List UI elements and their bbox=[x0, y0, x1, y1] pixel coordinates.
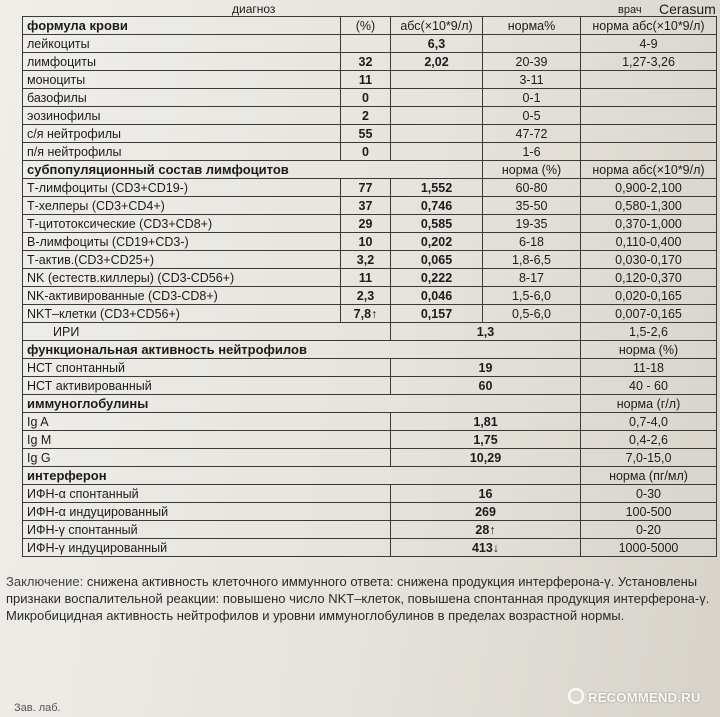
table-row bbox=[23, 305, 717, 323]
value-pct: 0 bbox=[341, 89, 391, 107]
value-abs: 0,157 bbox=[391, 305, 483, 323]
value-pct: 32 bbox=[341, 53, 391, 71]
parameter-name: Т-цитотоксические (CD3+CD8+) bbox=[23, 215, 341, 233]
conclusion-label: Заключение: bbox=[6, 574, 84, 589]
parameter-name: ИФН-γ индуцированный bbox=[23, 539, 391, 557]
parameter-name: NK-активированные (CD3-CD8+) bbox=[23, 287, 341, 305]
section-header-row bbox=[23, 17, 717, 35]
footer-text: Зав. лаб. bbox=[14, 702, 61, 714]
parameter-name: Т-актив.(CD3+CD25+) bbox=[23, 251, 341, 269]
value: 413↓ bbox=[391, 539, 581, 557]
table-row bbox=[23, 269, 717, 287]
column-header: норма (пг/мл) bbox=[581, 467, 717, 485]
table-row bbox=[23, 125, 717, 143]
column-header: норма (%) bbox=[483, 161, 581, 179]
value-abs: 2,02 bbox=[391, 53, 483, 71]
parameter-name: НСТ активированный bbox=[23, 377, 391, 395]
column-header: (%) bbox=[341, 17, 391, 35]
section-header-row bbox=[23, 341, 717, 359]
value-pct: 55 bbox=[341, 125, 391, 143]
doctor-label: врач bbox=[618, 4, 642, 16]
norm-pct: 20-39 bbox=[483, 53, 581, 71]
norm: 1,5-2,6 bbox=[581, 323, 717, 341]
value-abs: 1,552 bbox=[391, 179, 483, 197]
table-row bbox=[23, 179, 717, 197]
parameter-name: НСТ спонтанный bbox=[23, 359, 391, 377]
norm-pct: 35-50 bbox=[483, 197, 581, 215]
norm: 100-500 bbox=[581, 503, 717, 521]
norm-pct: 1-6 bbox=[483, 143, 581, 161]
norm-abs: 0,120-0,370 bbox=[581, 269, 717, 287]
table-row bbox=[23, 143, 717, 161]
norm-abs: 0,007-0,165 bbox=[581, 305, 717, 323]
value: 1,81 bbox=[391, 413, 581, 431]
norm: 0,7-4,0 bbox=[581, 413, 717, 431]
value-pct: 29 bbox=[341, 215, 391, 233]
norm-abs bbox=[581, 71, 717, 89]
norm-abs: 0,110-0,400 bbox=[581, 233, 717, 251]
table-row bbox=[23, 449, 717, 467]
table-row bbox=[23, 359, 717, 377]
value-pct bbox=[341, 35, 391, 53]
value-abs bbox=[391, 89, 483, 107]
table-row bbox=[23, 521, 717, 539]
value-abs: 0,065 bbox=[391, 251, 483, 269]
norm-pct: 8-17 bbox=[483, 269, 581, 287]
norm-pct: 1,8-6,5 bbox=[483, 251, 581, 269]
table-row bbox=[23, 377, 717, 395]
parameter-name: ИФН-α спонтанный bbox=[23, 485, 391, 503]
parameter-name: лейкоциты bbox=[23, 35, 341, 53]
section-title: субпопуляционный состав лимфоцитов bbox=[23, 161, 483, 179]
table-row bbox=[23, 539, 717, 557]
section-header-row bbox=[23, 161, 717, 179]
table-row bbox=[23, 233, 717, 251]
column-header: норма% bbox=[483, 17, 581, 35]
parameter-name: В-лимфоциты (CD19+CD3-) bbox=[23, 233, 341, 251]
section-header-row bbox=[23, 467, 717, 485]
conclusion bbox=[6, 573, 714, 624]
norm-abs bbox=[581, 107, 717, 125]
value-abs: 0,222 bbox=[391, 269, 483, 287]
section-title: иммуноглобулины bbox=[23, 395, 581, 413]
norm: 0-30 bbox=[581, 485, 717, 503]
value: 28↑ bbox=[391, 521, 581, 539]
value-abs: 6,3 bbox=[391, 35, 483, 53]
value-abs bbox=[391, 107, 483, 125]
results-table bbox=[22, 16, 717, 557]
norm-abs bbox=[581, 143, 717, 161]
norm-abs bbox=[581, 125, 717, 143]
value-pct: 2 bbox=[341, 107, 391, 125]
norm-abs: 0,900-2,100 bbox=[581, 179, 717, 197]
norm-pct: 60-80 bbox=[483, 179, 581, 197]
parameter-name: с/я нейтрофилы bbox=[23, 125, 341, 143]
norm-abs: 0,580-1,300 bbox=[581, 197, 717, 215]
column-header: норма абс(×10*9/л) bbox=[581, 17, 717, 35]
watermark-logo-icon bbox=[568, 688, 584, 704]
watermark bbox=[568, 688, 701, 705]
diagnosis-label: диагноз bbox=[232, 2, 276, 16]
table-row bbox=[23, 413, 717, 431]
value-abs: 0,046 bbox=[391, 287, 483, 305]
value: 16 bbox=[391, 485, 581, 503]
table-row bbox=[23, 89, 717, 107]
parameter-name: лимфоциты bbox=[23, 53, 341, 71]
doctor-name: Cerasum bbox=[659, 1, 716, 17]
table-row bbox=[23, 251, 717, 269]
section-header-row bbox=[23, 395, 717, 413]
norm-pct: 6-18 bbox=[483, 233, 581, 251]
value: 269 bbox=[391, 503, 581, 521]
watermark-text: RECOMMEND.RU bbox=[588, 690, 701, 705]
norm-pct: 1,5-6,0 bbox=[483, 287, 581, 305]
table-row bbox=[23, 71, 717, 89]
value-pct: 11 bbox=[341, 71, 391, 89]
norm: 7,0-15,0 bbox=[581, 449, 717, 467]
table-row bbox=[23, 503, 717, 521]
parameter-name: эозинофилы bbox=[23, 107, 341, 125]
norm: 1000-5000 bbox=[581, 539, 717, 557]
parameter-name: Ig A bbox=[23, 413, 391, 431]
value-pct: 0 bbox=[341, 143, 391, 161]
parameter-name: Ig G bbox=[23, 449, 391, 467]
table-row bbox=[23, 485, 717, 503]
parameter-name: ИФН-γ спонтанный bbox=[23, 521, 391, 539]
norm-abs: 0,020-0,165 bbox=[581, 287, 717, 305]
parameter-name: ИРИ bbox=[23, 323, 391, 341]
column-header: абс(×10*9/л) bbox=[391, 17, 483, 35]
value-pct: 10 bbox=[341, 233, 391, 251]
parameter-name: NK (естеств.киллеры) (CD3-CD56+) bbox=[23, 269, 341, 287]
value: 1,3 bbox=[391, 323, 581, 341]
conclusion-text: снижена активность клеточного иммунного ответа: снижена продукция интерферона-γ. Установлены признаки воспалительной реакции: повышено число NKT–клеток, повышена спонтанная продукция интерферона-γ. Микробицидная активность нейтрофилов и уровни иммуноглобулинов в пределах возрастной нормы. bbox=[6, 574, 710, 623]
norm-pct bbox=[483, 35, 581, 53]
parameter-name: Т-лимфоциты (CD3+CD19-) bbox=[23, 179, 341, 197]
value-pct: 2,3 bbox=[341, 287, 391, 305]
column-header: норма абс(×10*9/л) bbox=[581, 161, 717, 179]
section-title: интерферон bbox=[23, 467, 581, 485]
value-pct: 11 bbox=[341, 269, 391, 287]
table-row bbox=[23, 323, 717, 341]
parameter-name: п/я нейтрофилы bbox=[23, 143, 341, 161]
table-row bbox=[23, 53, 717, 71]
table-row bbox=[23, 197, 717, 215]
value-abs: 0,585 bbox=[391, 215, 483, 233]
parameter-name: Т-хелперы (CD3+CD4+) bbox=[23, 197, 341, 215]
norm-pct: 0-5 bbox=[483, 107, 581, 125]
column-header: норма (%) bbox=[581, 341, 717, 359]
norm: 11-18 bbox=[581, 359, 717, 377]
table-row bbox=[23, 107, 717, 125]
section-title: формула крови bbox=[23, 17, 341, 35]
value: 60 bbox=[391, 377, 581, 395]
table-row bbox=[23, 287, 717, 305]
norm-abs: 1,27-3,26 bbox=[581, 53, 717, 71]
value-abs: 0,202 bbox=[391, 233, 483, 251]
value-abs: 0,746 bbox=[391, 197, 483, 215]
parameter-name: ИФН-α индуцированный bbox=[23, 503, 391, 521]
norm-pct: 47-72 bbox=[483, 125, 581, 143]
value: 1,75 bbox=[391, 431, 581, 449]
value-abs bbox=[391, 125, 483, 143]
norm-abs bbox=[581, 89, 717, 107]
column-header: норма (г/л) bbox=[581, 395, 717, 413]
parameter-name: Ig M bbox=[23, 431, 391, 449]
norm-pct: 19-35 bbox=[483, 215, 581, 233]
parameter-name: NKT–клетки (CD3+CD56+) bbox=[23, 305, 341, 323]
parameter-name: базофилы bbox=[23, 89, 341, 107]
norm: 0-20 bbox=[581, 521, 717, 539]
norm-abs: 0,030-0,170 bbox=[581, 251, 717, 269]
table-row bbox=[23, 35, 717, 53]
value: 10,29 bbox=[391, 449, 581, 467]
section-title: функциональная активность нейтрофилов bbox=[23, 341, 581, 359]
table-row bbox=[23, 431, 717, 449]
norm-abs: 0,370-1,000 bbox=[581, 215, 717, 233]
parameter-name: моноциты bbox=[23, 71, 341, 89]
norm-pct: 3-11 bbox=[483, 71, 581, 89]
value-pct: 3,2 bbox=[341, 251, 391, 269]
value-abs bbox=[391, 143, 483, 161]
value-pct: 37 bbox=[341, 197, 391, 215]
value: 19 bbox=[391, 359, 581, 377]
norm-abs: 4-9 bbox=[581, 35, 717, 53]
value-abs bbox=[391, 71, 483, 89]
table-row bbox=[23, 215, 717, 233]
norm: 40 - 60 bbox=[581, 377, 717, 395]
norm: 0,4-2,6 bbox=[581, 431, 717, 449]
norm-pct: 0,5-6,0 bbox=[483, 305, 581, 323]
value-pct: 77 bbox=[341, 179, 391, 197]
norm-pct: 0-1 bbox=[483, 89, 581, 107]
value-pct: 7,8↑ bbox=[341, 305, 391, 323]
